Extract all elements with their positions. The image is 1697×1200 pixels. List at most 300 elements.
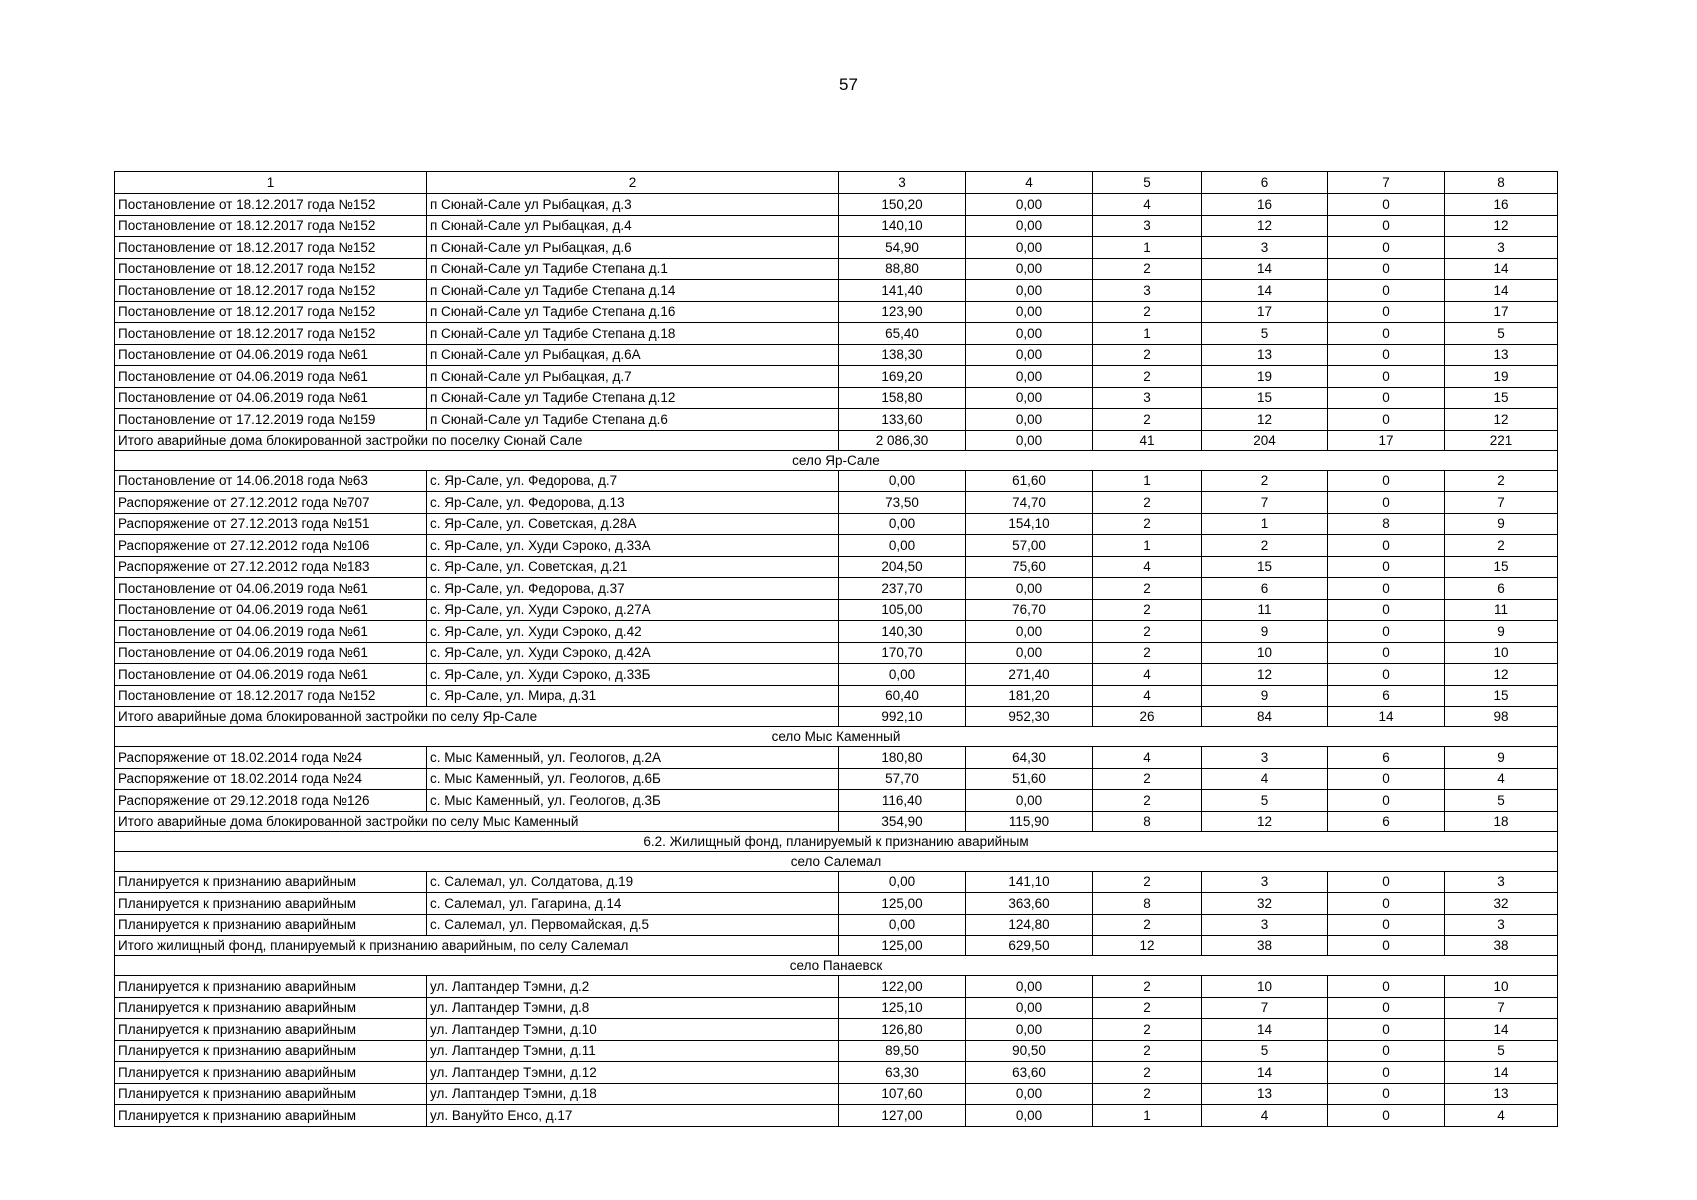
area-1-cell: 0,00: [839, 513, 966, 535]
column-number-7: 7: [1328, 172, 1445, 194]
column-number-6: 6: [1202, 172, 1328, 194]
address-cell: п Сюнай-Сале ул Тадибе Степана д.14: [427, 280, 839, 302]
area-1-cell: 65,40: [839, 323, 966, 345]
document-cell: Распоряжение от 29.12.2018 года №126: [115, 790, 427, 812]
apartments-cell: 1: [1093, 470, 1202, 492]
subtotal-value: 41: [1093, 430, 1202, 450]
residents-total-cell: 14: [1445, 1019, 1558, 1041]
document-cell: Планируется к признанию аварийным: [115, 1083, 427, 1105]
residents-total-cell: 3: [1445, 871, 1558, 893]
area-1-cell: 123,90: [839, 301, 966, 323]
residents-1-cell: 2: [1202, 470, 1328, 492]
residents-1-cell: 3: [1202, 237, 1328, 259]
subtotal-value: 12: [1202, 811, 1328, 831]
document-cell: Постановление от 14.06.2018 года №63: [115, 470, 427, 492]
residents-2-cell: 0: [1328, 642, 1445, 664]
residents-2-cell: 0: [1328, 409, 1445, 431]
document-cell: Постановление от 18.12.2017 года №152: [115, 258, 427, 280]
area-1-cell: 107,60: [839, 1083, 966, 1105]
apartments-cell: 2: [1093, 366, 1202, 388]
area-1-cell: 54,90: [839, 237, 966, 259]
column-number-1: 1: [115, 172, 427, 194]
residents-total-cell: 17: [1445, 301, 1558, 323]
table-row: [115, 642, 1558, 664]
residents-1-cell: 5: [1202, 323, 1328, 345]
subtotal-value: 221: [1445, 430, 1558, 450]
table-row: [115, 301, 1558, 323]
area-1-cell: 237,70: [839, 578, 966, 600]
residents-2-cell: 0: [1328, 893, 1445, 915]
residents-1-cell: 3: [1202, 747, 1328, 769]
area-1-cell: 105,00: [839, 599, 966, 621]
area-1-cell: 0,00: [839, 914, 966, 936]
residents-1-cell: 6: [1202, 578, 1328, 600]
area-2-cell: 0,00: [966, 621, 1093, 643]
area-2-cell: 0,00: [966, 387, 1093, 409]
residents-1-cell: 32: [1202, 893, 1328, 915]
address-cell: с. Яр-Сале, ул. Советская, д.21: [427, 556, 839, 578]
subtotal-label: Итого аварийные дома блокированной застройки по селу Яр-Сале: [115, 707, 839, 727]
area-1-cell: 125,00: [839, 893, 966, 915]
table-row: [115, 280, 1558, 302]
section-heading: село Яр-Сале: [115, 450, 1558, 470]
address-cell: ул. Вануйто Енсо, д.17: [427, 1105, 839, 1127]
apartments-cell: 3: [1093, 215, 1202, 237]
residents-1-cell: 13: [1202, 344, 1328, 366]
apartments-cell: 1: [1093, 535, 1202, 557]
section-heading: 6.2. Жилищный фонд, планируемый к признанию аварийным: [115, 831, 1558, 851]
subtotal-row: [115, 811, 1558, 831]
address-cell: с. Мыс Каменный, ул. Геологов, д.2А: [427, 747, 839, 769]
subtotal-value: 204: [1202, 430, 1328, 450]
area-1-cell: 88,80: [839, 258, 966, 280]
table-row: [115, 366, 1558, 388]
area-2-cell: 0,00: [966, 366, 1093, 388]
address-cell: ул. Лаптандер Тэмни, д.11: [427, 1040, 839, 1062]
table-row: [115, 578, 1558, 600]
address-cell: с. Салемал, ул. Гагарина, д.14: [427, 893, 839, 915]
subtotal-value: 0: [1328, 936, 1445, 956]
residents-2-cell: 0: [1328, 535, 1445, 557]
area-2-cell: 0,00: [966, 1019, 1093, 1041]
residents-total-cell: 16: [1445, 194, 1558, 216]
document-cell: Постановление от 04.06.2019 года №61: [115, 621, 427, 643]
document-cell: Распоряжение от 27.12.2012 года №183: [115, 556, 427, 578]
area-1-cell: 204,50: [839, 556, 966, 578]
apartments-cell: 2: [1093, 599, 1202, 621]
apartments-cell: 2: [1093, 344, 1202, 366]
area-1-cell: 150,20: [839, 194, 966, 216]
document-cell: Планируется к признанию аварийным: [115, 1040, 427, 1062]
subtotal-value: 8: [1093, 811, 1202, 831]
residents-1-cell: 5: [1202, 1040, 1328, 1062]
apartments-cell: 2: [1093, 790, 1202, 812]
column-number-header-row: [115, 172, 1558, 194]
area-2-cell: 0,00: [966, 409, 1093, 431]
table-row: [115, 258, 1558, 280]
document-cell: Постановление от 04.06.2019 года №61: [115, 664, 427, 686]
subtotal-value: 18: [1445, 811, 1558, 831]
residents-total-cell: 5: [1445, 1040, 1558, 1062]
residents-1-cell: 3: [1202, 914, 1328, 936]
subtotal-value: 952,30: [966, 707, 1093, 727]
table-row: [115, 893, 1558, 915]
table-row: [115, 747, 1558, 769]
residents-1-cell: 10: [1202, 976, 1328, 998]
area-2-cell: 64,30: [966, 747, 1093, 769]
apartments-cell: 2: [1093, 513, 1202, 535]
document-cell: Постановление от 04.06.2019 года №61: [115, 366, 427, 388]
area-2-cell: 63,60: [966, 1062, 1093, 1084]
residents-1-cell: 16: [1202, 194, 1328, 216]
document-cell: Планируется к признанию аварийным: [115, 997, 427, 1019]
apartments-cell: 8: [1093, 893, 1202, 915]
residents-2-cell: 0: [1328, 194, 1445, 216]
residents-total-cell: 2: [1445, 535, 1558, 557]
address-cell: п Сюнай-Сале ул Тадибе Степана д.6: [427, 409, 839, 431]
apartments-cell: 1: [1093, 1105, 1202, 1127]
residents-total-cell: 13: [1445, 1083, 1558, 1105]
residents-1-cell: 15: [1202, 556, 1328, 578]
apartments-cell: 2: [1093, 1062, 1202, 1084]
table-row: [115, 535, 1558, 557]
subtotal-value: 6: [1328, 811, 1445, 831]
apartments-cell: 2: [1093, 258, 1202, 280]
address-cell: с. Яр-Сале, ул. Худи Сэроко, д.42А: [427, 642, 839, 664]
address-cell: п Сюнай-Сале ул Рыбацкая, д.4: [427, 215, 839, 237]
residents-total-cell: 7: [1445, 997, 1558, 1019]
residents-2-cell: 0: [1328, 470, 1445, 492]
area-2-cell: 0,00: [966, 280, 1093, 302]
document-cell: Постановление от 18.12.2017 года №152: [115, 237, 427, 259]
address-cell: ул. Лаптандер Тэмни, д.18: [427, 1083, 839, 1105]
residents-total-cell: 5: [1445, 323, 1558, 345]
area-2-cell: 0,00: [966, 790, 1093, 812]
table-row: [115, 344, 1558, 366]
address-cell: с. Яр-Сале, ул. Мира, д.31: [427, 685, 839, 707]
residents-total-cell: 3: [1445, 914, 1558, 936]
area-2-cell: 124,80: [966, 914, 1093, 936]
apartments-cell: 2: [1093, 621, 1202, 643]
apartments-cell: 2: [1093, 997, 1202, 1019]
residents-2-cell: 0: [1328, 790, 1445, 812]
residents-total-cell: 12: [1445, 215, 1558, 237]
residents-total-cell: 2: [1445, 470, 1558, 492]
area-1-cell: 158,80: [839, 387, 966, 409]
document-cell: Планируется к признанию аварийным: [115, 893, 427, 915]
subtotal-row: [115, 707, 1558, 727]
area-2-cell: 181,20: [966, 685, 1093, 707]
document-cell: Распоряжение от 27.12.2012 года №707: [115, 492, 427, 514]
subtotal-value: 12: [1093, 936, 1202, 956]
subtotal-value: 2 086,30: [839, 430, 966, 450]
area-1-cell: 116,40: [839, 790, 966, 812]
residents-1-cell: 19: [1202, 366, 1328, 388]
address-cell: с. Яр-Сале, ул. Федорова, д.37: [427, 578, 839, 600]
address-cell: с. Мыс Каменный, ул. Геологов, д.3Б: [427, 790, 839, 812]
subtotal-label: Итого аварийные дома блокированной застройки по селу Мыс Каменный: [115, 811, 839, 831]
table-row: [115, 976, 1558, 998]
area-2-cell: 0,00: [966, 578, 1093, 600]
area-1-cell: 170,70: [839, 642, 966, 664]
column-number-4: 4: [966, 172, 1093, 194]
table-row: [115, 1083, 1558, 1105]
area-2-cell: 76,70: [966, 599, 1093, 621]
document-cell: Постановление от 18.12.2017 года №152: [115, 280, 427, 302]
residents-1-cell: 14: [1202, 1019, 1328, 1041]
page-number: 57: [839, 75, 858, 94]
document-cell: Постановление от 18.12.2017 года №152: [115, 301, 427, 323]
apartments-cell: 2: [1093, 642, 1202, 664]
area-1-cell: 0,00: [839, 535, 966, 557]
apartments-cell: 2: [1093, 578, 1202, 600]
residents-1-cell: 9: [1202, 621, 1328, 643]
section-heading-row: [115, 956, 1558, 976]
document-cell: Планируется к признанию аварийным: [115, 914, 427, 936]
apartments-cell: 2: [1093, 1040, 1202, 1062]
area-2-cell: 141,10: [966, 871, 1093, 893]
apartments-cell: 2: [1093, 409, 1202, 431]
document-cell: Планируется к признанию аварийным: [115, 976, 427, 998]
area-1-cell: 141,40: [839, 280, 966, 302]
residents-2-cell: 0: [1328, 621, 1445, 643]
subtotal-label: Итого аварийные дома блокированной застройки по поселку Сюнай Сале: [115, 430, 839, 450]
document-cell: Распоряжение от 18.02.2014 года №24: [115, 747, 427, 769]
apartments-cell: 2: [1093, 871, 1202, 893]
residents-total-cell: 12: [1445, 409, 1558, 431]
address-cell: ул. Лаптандер Тэмни, д.8: [427, 997, 839, 1019]
document-cell: Постановление от 04.06.2019 года №61: [115, 344, 427, 366]
area-2-cell: 57,00: [966, 535, 1093, 557]
area-2-cell: 271,40: [966, 664, 1093, 686]
area-1-cell: 60,40: [839, 685, 966, 707]
table-row: [115, 1062, 1558, 1084]
area-2-cell: 154,10: [966, 513, 1093, 535]
area-1-cell: 140,30: [839, 621, 966, 643]
address-cell: с. Яр-Сале, ул. Худи Сэроко, д.33А: [427, 535, 839, 557]
residents-1-cell: 5: [1202, 790, 1328, 812]
table-row: [115, 997, 1558, 1019]
residents-1-cell: 14: [1202, 280, 1328, 302]
subtotal-value: 38: [1445, 936, 1558, 956]
apartments-cell: 1: [1093, 237, 1202, 259]
residents-1-cell: 12: [1202, 215, 1328, 237]
residents-total-cell: 14: [1445, 280, 1558, 302]
area-1-cell: 0,00: [839, 871, 966, 893]
apartments-cell: 2: [1093, 301, 1202, 323]
address-cell: с. Мыс Каменный, ул. Геологов, д.6Б: [427, 768, 839, 790]
subtotal-value: 115,90: [966, 811, 1093, 831]
document-cell: Планируется к признанию аварийным: [115, 1062, 427, 1084]
apartments-cell: 3: [1093, 280, 1202, 302]
residents-2-cell: 0: [1328, 976, 1445, 998]
document-cell: Распоряжение от 18.02.2014 года №24: [115, 768, 427, 790]
section-heading: село Панаевск: [115, 956, 1558, 976]
document-cell: Распоряжение от 27.12.2013 года №151: [115, 513, 427, 535]
table-row: [115, 492, 1558, 514]
residents-1-cell: 9: [1202, 685, 1328, 707]
residents-2-cell: 0: [1328, 599, 1445, 621]
table-row: [115, 768, 1558, 790]
residents-2-cell: 6: [1328, 685, 1445, 707]
residents-1-cell: 11: [1202, 599, 1328, 621]
residents-total-cell: 5: [1445, 790, 1558, 812]
subtotal-value: 38: [1202, 936, 1328, 956]
address-cell: с. Яр-Сале, ул. Федорова, д.13: [427, 492, 839, 514]
subtotal-value: 992,10: [839, 707, 966, 727]
section-heading: село Мыс Каменный: [115, 727, 1558, 747]
section-heading-row: [115, 450, 1558, 470]
address-cell: ул. Лаптандер Тэмни, д.10: [427, 1019, 839, 1041]
residents-total-cell: 11: [1445, 599, 1558, 621]
apartments-cell: 4: [1093, 747, 1202, 769]
area-1-cell: 138,30: [839, 344, 966, 366]
residents-2-cell: 0: [1328, 366, 1445, 388]
area-2-cell: 0,00: [966, 237, 1093, 259]
residents-2-cell: 0: [1328, 215, 1445, 237]
column-number-8: 8: [1445, 172, 1558, 194]
apartments-cell: 2: [1093, 1019, 1202, 1041]
residents-1-cell: 7: [1202, 997, 1328, 1019]
document-cell: Постановление от 18.12.2017 года №152: [115, 215, 427, 237]
area-2-cell: 0,00: [966, 301, 1093, 323]
residents-total-cell: 10: [1445, 642, 1558, 664]
residents-2-cell: 0: [1328, 1062, 1445, 1084]
area-1-cell: 122,00: [839, 976, 966, 998]
area-2-cell: 51,60: [966, 768, 1093, 790]
residents-total-cell: 9: [1445, 621, 1558, 643]
subtotal-value: 84: [1202, 707, 1328, 727]
residents-1-cell: 4: [1202, 1105, 1328, 1127]
subtotal-row: [115, 936, 1558, 956]
table-row: [115, 1105, 1558, 1127]
apartments-cell: 2: [1093, 1083, 1202, 1105]
document-cell: Планируется к признанию аварийным: [115, 871, 427, 893]
address-cell: п Сюнай-Сале ул Рыбацкая, д.6А: [427, 344, 839, 366]
apartments-cell: 4: [1093, 194, 1202, 216]
subtotal-label: Итого жилищный фонд, планируемый к признанию аварийным, по селу Салемал: [115, 936, 839, 956]
table-row: [115, 1019, 1558, 1041]
table-row: [115, 387, 1558, 409]
residents-2-cell: 0: [1328, 387, 1445, 409]
section-heading-row: [115, 831, 1558, 851]
address-cell: п Сюнай-Сале ул Рыбацкая, д.6: [427, 237, 839, 259]
residents-2-cell: 0: [1328, 871, 1445, 893]
document-cell: Постановление от 04.06.2019 года №61: [115, 578, 427, 600]
subtotal-value: 125,00: [839, 936, 966, 956]
document-cell: Постановление от 18.12.2017 года №152: [115, 194, 427, 216]
residents-2-cell: 8: [1328, 513, 1445, 535]
area-1-cell: 57,70: [839, 768, 966, 790]
section-heading: село Салемал: [115, 851, 1558, 871]
area-1-cell: 127,00: [839, 1105, 966, 1127]
residents-1-cell: 17: [1202, 301, 1328, 323]
address-cell: п Сюнай-Сале ул Рыбацкая, д.3: [427, 194, 839, 216]
residents-total-cell: 9: [1445, 513, 1558, 535]
residents-2-cell: 6: [1328, 747, 1445, 769]
residents-1-cell: 15: [1202, 387, 1328, 409]
subtotal-value: 17: [1328, 430, 1445, 450]
area-2-cell: 363,60: [966, 893, 1093, 915]
table-row: [115, 871, 1558, 893]
table-row: [115, 409, 1558, 431]
apartments-cell: 1: [1093, 323, 1202, 345]
apartments-cell: 4: [1093, 664, 1202, 686]
address-cell: с. Салемал, ул. Первомайская, д.5: [427, 914, 839, 936]
apartments-cell: 2: [1093, 976, 1202, 998]
address-cell: с. Яр-Сале, ул. Худи Сэроко, д.42: [427, 621, 839, 643]
address-cell: п Сюнай-Сале ул Рыбацкая, д.7: [427, 366, 839, 388]
residents-total-cell: 15: [1445, 685, 1558, 707]
address-cell: п Сюнай-Сале ул Тадибе Степана д.18: [427, 323, 839, 345]
apartments-cell: 2: [1093, 914, 1202, 936]
table-row: [115, 194, 1558, 216]
area-2-cell: 75,60: [966, 556, 1093, 578]
area-1-cell: 125,10: [839, 997, 966, 1019]
table-row: [115, 237, 1558, 259]
table-row: [115, 914, 1558, 936]
apartments-cell: 4: [1093, 556, 1202, 578]
residents-2-cell: 0: [1328, 997, 1445, 1019]
table-row: [115, 790, 1558, 812]
document-cell: Распоряжение от 27.12.2012 года №106: [115, 535, 427, 557]
table-row: [115, 323, 1558, 345]
section-heading-row: [115, 727, 1558, 747]
area-2-cell: 61,60: [966, 470, 1093, 492]
area-2-cell: 90,50: [966, 1040, 1093, 1062]
document-cell: Постановление от 18.12.2017 года №152: [115, 685, 427, 707]
apartments-cell: 2: [1093, 768, 1202, 790]
subtotal-value: 354,90: [839, 811, 966, 831]
residents-total-cell: 12: [1445, 664, 1558, 686]
residents-total-cell: 6: [1445, 578, 1558, 600]
area-1-cell: 0,00: [839, 470, 966, 492]
residents-total-cell: 4: [1445, 768, 1558, 790]
document-cell: Постановление от 04.06.2019 года №61: [115, 642, 427, 664]
residents-2-cell: 0: [1328, 492, 1445, 514]
area-2-cell: 0,00: [966, 258, 1093, 280]
address-cell: п Сюнай-Сале ул Тадибе Степана д.1: [427, 258, 839, 280]
residents-2-cell: 0: [1328, 556, 1445, 578]
residents-1-cell: 3: [1202, 871, 1328, 893]
residents-2-cell: 0: [1328, 301, 1445, 323]
area-1-cell: 89,50: [839, 1040, 966, 1062]
residents-1-cell: 12: [1202, 664, 1328, 686]
residents-total-cell: 7: [1445, 492, 1558, 514]
residents-2-cell: 0: [1328, 1105, 1445, 1127]
area-1-cell: 180,80: [839, 747, 966, 769]
residents-total-cell: 4: [1445, 1105, 1558, 1127]
residents-2-cell: 0: [1328, 344, 1445, 366]
residents-total-cell: 15: [1445, 387, 1558, 409]
table-row: [115, 664, 1558, 686]
area-2-cell: 0,00: [966, 976, 1093, 998]
area-1-cell: 63,30: [839, 1062, 966, 1084]
residents-total-cell: 19: [1445, 366, 1558, 388]
residents-total-cell: 3: [1445, 237, 1558, 259]
subtotal-value: 98: [1445, 707, 1558, 727]
residents-total-cell: 15: [1445, 556, 1558, 578]
residents-1-cell: 12: [1202, 409, 1328, 431]
residents-2-cell: 0: [1328, 258, 1445, 280]
area-2-cell: 0,00: [966, 997, 1093, 1019]
table-row: [115, 599, 1558, 621]
residents-2-cell: 0: [1328, 237, 1445, 259]
residents-1-cell: 2: [1202, 535, 1328, 557]
subtotal-row: [115, 430, 1558, 450]
residents-2-cell: 0: [1328, 664, 1445, 686]
area-1-cell: 126,80: [839, 1019, 966, 1041]
